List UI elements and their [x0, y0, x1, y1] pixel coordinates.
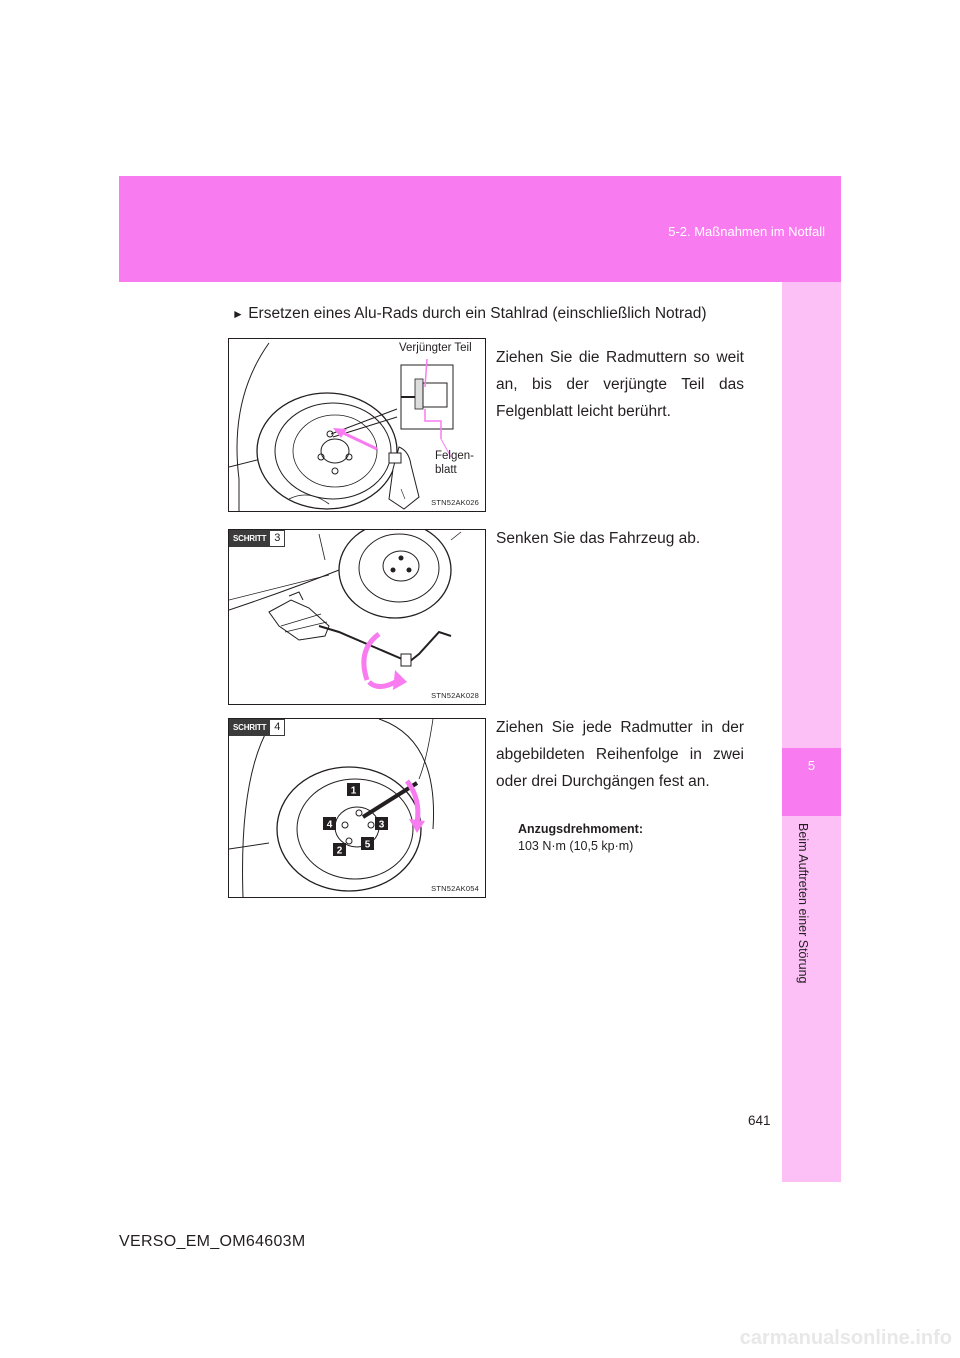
subheading-text: Ersetzen eines Alu-Rads durch ein Stahlrad (einschließlich Notrad) [248, 305, 707, 322]
chapter-tab[interactable] [782, 748, 841, 816]
step-number: 3 [270, 530, 285, 547]
nut-number-3: 3 [378, 819, 385, 831]
step-label: SCHRITT [229, 530, 270, 547]
chapter-number: 5 [807, 758, 816, 773]
figure-tighten-sequence [228, 718, 486, 898]
subheading [232, 305, 707, 323]
step-number: 4 [270, 719, 285, 736]
chapter-label [796, 823, 820, 1063]
header-band [119, 176, 841, 282]
figure-lower-vehicle [228, 529, 486, 705]
illustration-jack-lowering [229, 530, 485, 704]
figure-code: STN52AK054 [431, 884, 479, 893]
triangle-bullet-icon: ► [232, 307, 244, 321]
page-number: 641 [748, 1113, 771, 1128]
instruction-tighten-sequence: Ziehen Sie jede Radmutter in der abgebildeten Reihenfolge in zwei oder drei Durchgängen fest an. [496, 719, 744, 790]
torque-label: Anzugsdrehmoment: [518, 822, 643, 836]
watermark-text: carmanualsonline.info [739, 1327, 952, 1349]
chapter-label-text: Beim Auftreten einer Störung [796, 823, 810, 984]
watermark-logo [652, 1326, 952, 1350]
callout-wheel-disc-line1: Felgen- [435, 450, 474, 462]
callout-tapered-part: Verjüngter Teil [399, 342, 472, 354]
figure-code: STN52AK028 [431, 691, 479, 700]
nut-number-1: 1 [350, 785, 357, 797]
callout-wheel-disc-line2: blatt [435, 464, 457, 476]
nut-number-2: 2 [336, 845, 343, 857]
figure-code: STN52AK026 [431, 498, 479, 507]
instruction-lower-vehicle: Senken Sie das Fahrzeug ab. [496, 530, 701, 547]
torque-value: 103 N·m (10,5 kp·m) [518, 839, 634, 853]
illustration-wheel-lug-nut [229, 339, 485, 511]
figure-lug-nut-taper [228, 338, 486, 512]
nut-number-4: 4 [326, 819, 333, 831]
step-badge [229, 719, 285, 736]
step-label: SCHRITT [229, 719, 270, 736]
chapter-side-strip [782, 282, 841, 1182]
illustration-tighten-nuts [229, 719, 485, 897]
step-badge [229, 530, 285, 547]
nut-number-5: 5 [364, 839, 371, 851]
section-title: 5-2. Maßnahmen im Notfall [668, 224, 825, 239]
instruction-tighten-taper: Ziehen Sie die Radmuttern so weit an, bis der verjüngte Teil das Felgenblatt leicht berührt. [496, 349, 744, 420]
document-id: VERSO_EM_OM64603M [119, 1233, 306, 1250]
